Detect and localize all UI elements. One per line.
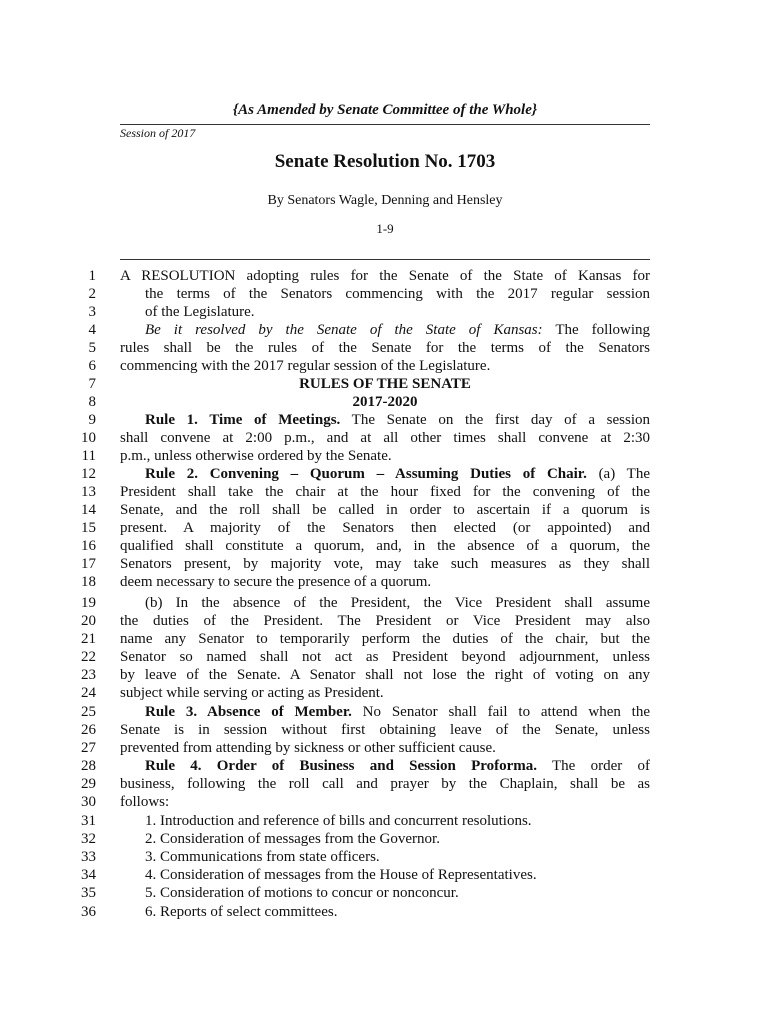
text-line: name any Senator to temporarily perform the duties of the chair, but the <box>120 631 650 647</box>
text-line: Rule 1. Time of Meetings. The Senate on the first day of a session <box>145 412 650 428</box>
text-line: business, following the roll call and prayer by the Chaplain, shall be as <box>120 776 650 792</box>
line-number: 10 <box>81 430 96 446</box>
text-line: A RESOLUTION adopting rules for the Senate of the State of Kansas for <box>120 268 650 284</box>
text-line: Senator so named shall not act as President beyond adjournment, unless <box>120 649 650 665</box>
text-line: deem necessary to secure the presence of a quorum. <box>120 574 432 590</box>
line-number: 3 <box>88 304 96 320</box>
line-number: 36 <box>81 904 96 920</box>
text-line: present. A majority of the Senators then elected (or appointed) and <box>120 520 650 536</box>
text-line: Rule 2. Convening – Quorum – Assuming Duties of Chair. (a) The <box>145 466 650 482</box>
line-number: 18 <box>81 574 96 590</box>
line-number: 33 <box>81 849 96 865</box>
text-line: of the Legislature. <box>145 304 255 320</box>
line-number: 35 <box>81 885 96 901</box>
rule-heading: Rule 1. Time of Meetings. <box>145 412 341 428</box>
text-line: President shall take the chair at the hour fixed for the convening of the <box>120 484 650 500</box>
list-item: 6. Reports of select committees. <box>145 904 338 920</box>
amended-note: {As Amended by Senate Committee of the Whole} <box>232 102 538 118</box>
text-line: p.m., unless otherwise ordered by the Senate. <box>120 448 392 464</box>
list-item: 5. Consideration of motions to concur or nonconcur. <box>145 885 459 901</box>
section-heading: RULES OF THE SENATE <box>299 376 471 392</box>
text-line: commencing with the 2017 regular session of the Legislature. <box>120 358 491 374</box>
text-line: qualified shall constitute a quorum, and, in the absence of a quorum, the <box>120 538 650 554</box>
text-line: (b) In the absence of the President, the Vice President shall assume <box>145 595 650 611</box>
text-line: the duties of the President. The President or Vice President may also <box>120 613 650 629</box>
sponsors: By Senators Wagle, Denning and Hensley <box>267 193 503 208</box>
line-number: 19 <box>81 595 96 611</box>
text-line: Senators present, by majority vote, may take such measures as they shall <box>120 556 650 572</box>
line-number: 29 <box>81 776 96 792</box>
session-label: Session of 2017 <box>120 126 196 140</box>
line-number: 21 <box>81 631 96 647</box>
line-number: 25 <box>81 704 96 720</box>
rule-heading: Rule 4. Order of Business and Session Proforma. <box>145 758 538 774</box>
text-line: Senate is in session without first obtaining leave of the Senate, unless <box>120 722 650 738</box>
line-number: 31 <box>81 813 96 829</box>
text-line: Senate, and the roll shall be called in order to ascertain if a quorum is <box>120 502 650 518</box>
text-line: by leave of the Senate. A Senator shall not lose the right of voting on any <box>120 667 650 683</box>
line-number: 8 <box>88 394 96 410</box>
line-number: 32 <box>81 831 96 847</box>
text-line: the terms of the Senators commencing with the 2017 regular session <box>145 286 650 302</box>
line-number: 28 <box>81 758 96 774</box>
line-number: 9 <box>88 412 96 428</box>
body-divider <box>120 259 650 260</box>
text-line: follows: <box>120 794 170 810</box>
resolved-clause: Be it resolved by the Senate of the State of Kansas: <box>145 322 543 338</box>
line-number: 14 <box>81 502 96 518</box>
text-line: Rule 3. Absence of Member. No Senator shall fail to attend when the <box>145 704 650 720</box>
line-number: 7 <box>88 376 96 392</box>
list-item: 1. Introduction and reference of bills and concurrent resolutions. <box>145 813 532 829</box>
line-number: 13 <box>81 484 96 500</box>
line-number: 22 <box>81 649 96 665</box>
section-years: 2017-2020 <box>352 394 418 410</box>
text-line: rules shall be the rules of the Senate for the terms of the Senators <box>120 340 650 356</box>
text-line: subject while serving or acting as President. <box>120 685 384 701</box>
header-divider <box>120 124 650 125</box>
line-number: 24 <box>81 685 96 701</box>
line-number: 5 <box>88 340 96 356</box>
resolution-title: Senate Resolution No. 1703 <box>274 151 496 172</box>
line-number: 20 <box>81 613 96 629</box>
text-line: Be it resolved by the Senate of the State of Kansas: The following <box>145 322 650 338</box>
line-number: 15 <box>81 520 96 536</box>
line-number: 11 <box>81 448 96 464</box>
line-number: 12 <box>81 466 96 482</box>
list-item: 4. Consideration of messages from the House of Representatives. <box>145 867 537 883</box>
line-number: 1 <box>88 268 96 284</box>
list-item: 2. Consideration of messages from the Governor. <box>145 831 440 847</box>
line-number: 34 <box>81 867 96 883</box>
line-number: 30 <box>81 794 96 810</box>
rule-heading: Rule 3. Absence of Member. <box>145 704 352 720</box>
line-number: 17 <box>81 556 96 572</box>
line-number: 26 <box>81 722 96 738</box>
line-number: 16 <box>81 538 96 554</box>
bill-reference: 1-9 <box>376 221 394 236</box>
line-number: 27 <box>81 740 96 756</box>
list-item: 3. Communications from state officers. <box>145 849 380 865</box>
line-number: 23 <box>81 667 96 683</box>
line-number: 4 <box>88 322 96 338</box>
rule-heading: Rule 2. Convening – Quorum – Assuming Duties of Chair. <box>145 466 587 482</box>
text-line: Rule 4. Order of Business and Session Proforma. The order of <box>145 758 650 774</box>
line-number: 2 <box>88 286 96 302</box>
line-number: 6 <box>88 358 96 374</box>
text-line: shall convene at 2:00 p.m., and at all other times shall convene at 2:30 <box>120 430 650 446</box>
text-line: prevented from attending by sickness or other sufficient cause. <box>120 740 496 756</box>
